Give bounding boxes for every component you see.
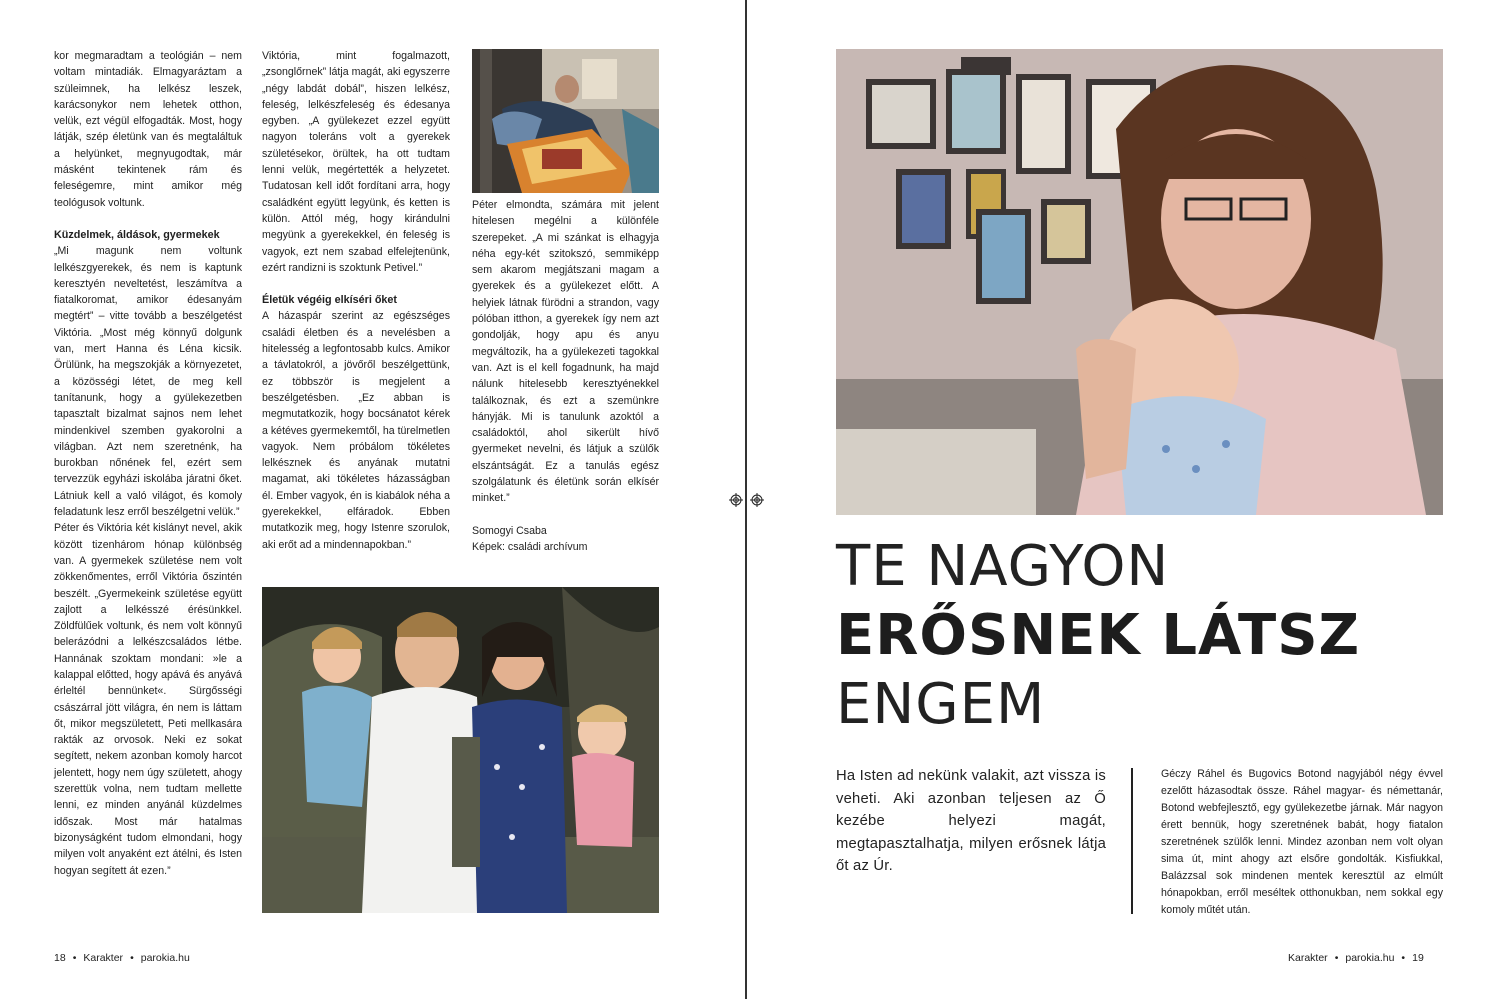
paragraph: Péter elmondta, számára mit jelent hitelesen megélni a különféle szerepeket. „A mi szánkat is elhagyja néha egy-két szitokszó, semmiképp sem akarom megjátszani magam a gyerekek és a gyülekezet előtt. A helyiek látnak fürödni a strandon, vagy pólóban itthon, a gyerekek így nem azt gondolják, hogy apu és anyu megváltozik, ha a gyülekezeti tagokkal van. Azt is el kell fogadnunk, ha majd nálunk hitelesebb keresztyénekkel találkoznak, és ezt a szemünkre hányják. Mi is tanulunk azoktól a családoktól, ahol sikerült hívő gyermeket nevelni, és látjuk a szülők elszántságát. Ez a tanulás egész szolgálatunk és életünk során elkísér minket.” bbox=[472, 199, 659, 505]
registration-mark-icon bbox=[729, 493, 743, 507]
magazine-name: Karakter bbox=[83, 952, 124, 964]
title-line-1: TE NAGYON bbox=[836, 534, 1170, 599]
page-spine bbox=[745, 0, 747, 999]
subheading: Életük végéig elkíséri őket bbox=[262, 294, 398, 307]
left-column-2 bbox=[262, 48, 450, 553]
left-column-1 bbox=[54, 48, 242, 879]
left-column-3 bbox=[472, 197, 659, 555]
paragraph: Viktória, mint fogalmazott, „zsonglőrnek” látja magát, aki egyszerre „négy labdát dobál”, hiszen lelkész, feleség, lelkészfeleség és édesanya egyben. „A gyülekezet ezzel együtt nagyon toleráns volt a gyerekek születésekor, örültek, ha ott tudtam lenni velük, megértették a helyzetet. Tudatosan kell időt fordítani arra, hogy családként együtt legyünk, és ketten is külön. Attól még, hogy kirándulni megyünk a gyerekekkel, én feleség is vagyok, ezt nem szabad elfelejtenünk, ezért randizni is szoktunk Petivel.” bbox=[262, 50, 450, 274]
title-line-3: ENGEM bbox=[836, 672, 1046, 737]
page-number: 19 bbox=[1412, 952, 1424, 964]
subheading: Küzdelmek, áldások, gyermekek bbox=[54, 228, 220, 241]
magazine-name: Karakter bbox=[1288, 952, 1328, 964]
photo-mother-newborn bbox=[836, 49, 1443, 515]
paragraph: „Mi magunk nem voltunk lelkészgyerekek, és nem is kaptunk keresztyén neveltetést, leszámítva a fiatalkoromat, amikor édesanyám megtért” – vitte tovább a beszélgetést Viktória. „Most még könnyű dolgunk van, mert Hanna és Léna kicsik. Örülünk, ha megszokják a környezetet, a közösségi létet, de meg kell tanítanunk, hogy a gyülekezetben tapasztalt bizalmat sajnos nem lehet mindenkivel szemben gyakorolni a világban. Azt nem szeretnénk, ha burokban nőnének fel, ezért sem tervezzük egyházi iskolába járatni őket. Látniuk kell a való világot, és komoly feladatunk lesz erről beszélgetni velük.” bbox=[54, 245, 242, 519]
photo-father-reading bbox=[472, 49, 659, 193]
photo-family-cave bbox=[262, 587, 659, 913]
paragraph: A házaspár szerint az egészséges családi életben és a nevelésben a hitelesség a legfontosabb kulcs. Amikor a távlatokról, a jövőről beszélgettünk, ez többször is megjelent a beszélgetésben. „Ez abban is megmutatkozik, hogy bocsánatot kérek a kétéves gyermekemtől, ha türelmetlen vagyok. Nem próbálom tökéletes lelkésznek és anyának mutatni magamat, aki tökéletes házasságban él. Ember vagyok, én is kiabálok néha a gyerekekkel, elfáradok. Ebben mutatkozik meg, hogy Istenre szorulok, aki erőt ad a mindennapokban.” bbox=[262, 310, 450, 551]
page-footer-right: Karakter • parokia.hu • 19 bbox=[1288, 952, 1424, 964]
article-intro: Géczy Ráhel és Bugovics Botond nagyjából négy évvel ezelőtt házasodtak össze. Ráhel magyar- és némettanár, Botond webfejlesztő, egy gyülekezetbe járnak. Már nagyon érett bennük, hogy szeretnének babát, hogy fiatalon szeretnének szülők lenni. Mindez azonban nem volt olyan sima út, mint ahogy azt elsőre gondolták. Kisfiukkal, Balázzsal sok mindenen mentek keresztül az elmúlt hónapokban, erről meséltek otthonukban, nem sokkal egy komoly műtét után. bbox=[1161, 768, 1443, 916]
page-footer-left: 18 • Karakter • parokia.hu bbox=[54, 952, 190, 964]
page-number: 18 bbox=[54, 952, 66, 964]
registration-mark-icon bbox=[750, 493, 764, 507]
website: parokia.hu bbox=[1345, 952, 1395, 964]
title-line-2: ERŐSNEK LÁTSZ bbox=[836, 603, 1361, 668]
author-byline: Somogyi Csaba bbox=[472, 524, 547, 537]
photo-credit: Képek: családi archívum bbox=[472, 540, 588, 553]
paragraph: Péter és Viktória két kislányt nevel, akik között tizenhárom hónap különbség van. A gyermekek születése nem volt zökkenőmentes, erről Viktória őszintén beszélt. „Gyermekeink születése együtt zajlott a lelkésszé érésünkkel. Zöldfülűek voltunk, és nem volt könnyű belerázódni a lelkészcsaládos létbe. Hannának szoktam mondani: »le a kalappal előtted, hogy apává és anyává érleltél bennünket«. Sürgősségi császárral jött világra, én nem is láttam őt, mikor megszületett, Peti mellkasára rakták az orvosok. Neki ez sokat segített, nekem azonban komoly harcot jelentett, hogy nem úgy született, ahogy szerettük volna, nem tudtam mellette lenni, ez minden anyánál küzdelmes időszak. Most már hatalmas bizonyságként tudom elmondani, hogy milyen volt anyaként ezt átélni, és Isten hogyan segített át ezen.” bbox=[54, 522, 242, 877]
divider-bar bbox=[1131, 768, 1133, 914]
paragraph: kor megmaradtam a teológián – nem voltam mintadiák. Elmagyaráztam a szüleimnek, ha lelkész leszek, karácsonykor nem lehetek otthon, velük, ezt végül elfogadták. Most, hogy látják, szép életünk van és megtaláltuk a helyünket, megnyugodtak, már másként tekintenek rám és feleségemre, mint amikor még teológusok voltunk. bbox=[54, 50, 242, 209]
article-title bbox=[836, 532, 1360, 739]
website: parokia.hu bbox=[140, 952, 190, 964]
article-lead: Ha Isten ad nekünk valakit, azt vissza is veheti. Aki azonban teljesen az Ő kezébe helyezi magát, megtapasztalhatja, milyen erősnek látja őt az Úr. bbox=[836, 768, 1106, 874]
